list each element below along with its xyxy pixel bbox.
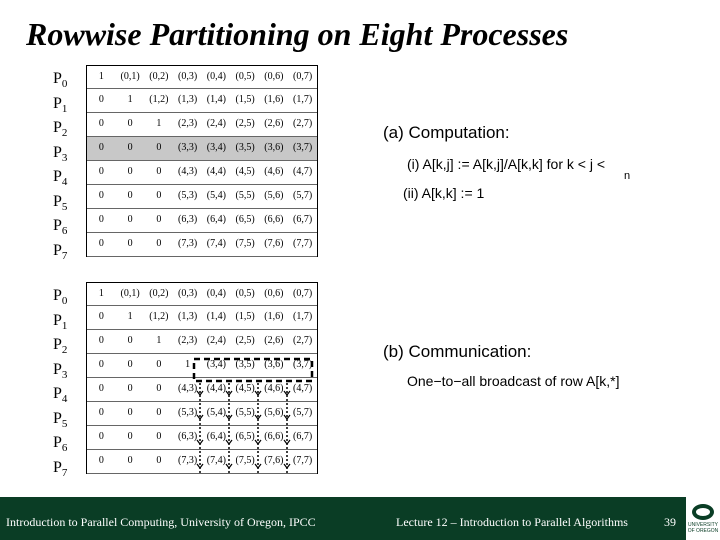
process-letter: P — [53, 434, 62, 451]
matrix-cell: 0 — [127, 359, 133, 370]
process-letter: P — [53, 241, 62, 259]
matrix-cell: (0,7) — [293, 288, 313, 299]
matrix-cell: (5,3) — [178, 190, 198, 201]
process-letter: P — [53, 458, 62, 476]
matrix-cell: (2,3) — [178, 335, 198, 346]
matrix-cell: (4,4) — [206, 383, 226, 394]
matrix-cell: (0,1) — [120, 71, 140, 82]
process-letter: P — [53, 385, 62, 402]
communication-description: One−to−all broadcast of row A[k,*] — [407, 373, 620, 389]
matrix-cell: (1,3) — [178, 94, 198, 105]
process-index: 1 — [61, 102, 68, 115]
matrix-cell: (2,5) — [235, 335, 255, 346]
process-index: 4 — [61, 393, 68, 406]
matrix-cell: 1 — [98, 71, 104, 82]
matrix-cell: (0,4) — [206, 71, 226, 82]
matrix-cell: 0 — [127, 166, 133, 177]
matrix-cell: 0 — [156, 166, 162, 177]
matrix-cell: 0 — [98, 383, 104, 394]
matrix-cell: 1 — [98, 288, 104, 299]
matrix-cell: 0 — [98, 94, 104, 105]
matrix-cell: 1 — [185, 359, 191, 370]
computation-step-2: (ii) A[k,k] := 1 — [403, 185, 485, 201]
matrix-cell: (5,4) — [206, 190, 226, 201]
matrix-cell: (3,4) — [206, 359, 226, 370]
matrix-cell: 0 — [98, 359, 104, 370]
matrix-cell: (5,4) — [206, 407, 226, 418]
matrix-cell: (3,7) — [293, 359, 313, 370]
process-letter: P — [53, 360, 62, 378]
process-letter: P — [53, 94, 62, 112]
matrix-cell: (4,3) — [178, 166, 198, 177]
matrix-cell: (0,1) — [120, 288, 140, 299]
matrix-cell: (0,5) — [235, 288, 255, 299]
matrix-cell: (6,4) — [206, 431, 226, 442]
process-letter: P — [53, 409, 62, 427]
matrix-cell: 0 — [127, 383, 133, 394]
matrix-cell: 0 — [127, 407, 133, 418]
matrix-cell: (4,3) — [178, 383, 198, 394]
process-letter: P — [53, 287, 62, 304]
matrix-cell: (6,7) — [293, 431, 313, 442]
matrix-cell: 0 — [127, 142, 133, 153]
matrix-cell: (1,2) — [149, 311, 169, 322]
matrix-cell: 0 — [98, 238, 104, 249]
matrix-cell: 0 — [98, 407, 104, 418]
matrix-cell: 1 — [127, 94, 133, 105]
process-index: 3 — [61, 368, 68, 381]
matrix-cell: (2,6) — [264, 335, 284, 346]
matrix-cell: (6,6) — [264, 431, 284, 442]
matrix-cell: 0 — [127, 238, 133, 249]
process-letter: P — [53, 168, 62, 185]
slide-title: Rowwise Partitioning on Eight Processes — [26, 16, 569, 52]
matrix-cell: (4,7) — [293, 383, 313, 394]
matrix-cell: (0,7) — [293, 71, 313, 82]
matrix-cell: (5,6) — [264, 190, 284, 201]
matrix-cell: (5,5) — [235, 190, 255, 201]
matrix-cell: 0 — [127, 431, 133, 442]
matrix-cell: (3,6) — [264, 142, 284, 153]
matrix-cell: (3,5) — [235, 359, 255, 370]
process-letter: P — [53, 70, 62, 87]
matrix-cell: (3,3) — [178, 142, 198, 153]
process-index: 0 — [61, 295, 68, 308]
matrix-cell: (5,7) — [293, 190, 313, 201]
process-index: 5 — [61, 200, 68, 213]
matrix-cell: (7,5) — [235, 238, 255, 249]
matrix-cell: (1,5) — [235, 94, 255, 105]
matrix-cell: (5,3) — [178, 407, 198, 418]
matrix-cell: (0,2) — [149, 71, 169, 82]
matrix-cell: (7,4) — [206, 238, 226, 249]
matrix-cell: (1,4) — [206, 94, 226, 105]
matrix-cell: (0,3) — [178, 71, 198, 82]
matrix-cell: (6,4) — [206, 214, 226, 225]
matrix-cell: (5,7) — [293, 407, 313, 418]
matrix-cell: (6,3) — [178, 214, 198, 225]
matrix-cell: (1,4) — [206, 311, 226, 322]
process-letter: P — [53, 217, 62, 234]
matrix-cell: (7,7) — [293, 238, 313, 249]
matrix-cell: 0 — [98, 455, 104, 466]
matrix-cell: 0 — [127, 335, 133, 346]
computation-heading: (a) Computation: — [383, 123, 510, 142]
process-index: 1 — [61, 319, 68, 332]
communication-heading: (b) Communication: — [383, 342, 532, 361]
process-letter: P — [53, 143, 62, 161]
matrix-cell: (6,7) — [293, 214, 313, 225]
matrix-cell: (7,7) — [293, 455, 313, 466]
matrix-cell: (3,7) — [293, 142, 313, 153]
matrix-cell: (6,6) — [264, 214, 284, 225]
matrix-cell: (6,5) — [235, 431, 255, 442]
oregon-o-icon — [692, 504, 714, 520]
matrix-cell: (7,6) — [264, 455, 284, 466]
process-index: 2 — [61, 127, 68, 140]
process-index: 2 — [61, 344, 68, 357]
footer-bar — [0, 497, 686, 540]
matrix-cell: (0,2) — [149, 288, 169, 299]
matrix-cell: (0,3) — [178, 288, 198, 299]
matrix-cell: 0 — [98, 142, 104, 153]
matrix-cell: 0 — [156, 190, 162, 201]
broadcast-row-highlight — [194, 359, 312, 381]
broadcast-arrows — [197, 383, 290, 474]
matrix-cell: 0 — [156, 359, 162, 370]
matrix-cell: (3,4) — [206, 142, 226, 153]
process-index: 6 — [61, 225, 68, 238]
matrix-cell: (1,6) — [264, 94, 284, 105]
matrix-cell: (3,5) — [235, 142, 255, 153]
matrix-cell: 0 — [127, 214, 133, 225]
matrix-cell: 0 — [98, 335, 104, 346]
matrix-cell: (0,6) — [264, 71, 284, 82]
matrix-cell: (6,3) — [178, 431, 198, 442]
matrix-cell: 0 — [98, 311, 104, 322]
matrix-cell: (0,6) — [264, 288, 284, 299]
matrix-cell: (2,4) — [206, 118, 226, 129]
process-index: 0 — [61, 78, 68, 91]
matrix-cell: (0,4) — [206, 288, 226, 299]
matrix-cell: 0 — [156, 238, 162, 249]
matrix-cell: 1 — [156, 118, 162, 129]
computation-step-1: (i) A[k,j] := A[k,j]/A[k,k] for k < j < — [407, 156, 606, 172]
matrix-cell: (4,5) — [235, 383, 255, 394]
page-number: 39 — [664, 515, 676, 529]
matrix-cell: (1,2) — [149, 94, 169, 105]
matrix-cell: (3,6) — [264, 359, 284, 370]
matrix-cell: 0 — [98, 190, 104, 201]
matrix-cell: (5,6) — [264, 407, 284, 418]
process-index: 4 — [61, 176, 68, 189]
process-letter: P — [53, 336, 62, 353]
matrix-cell: (4,6) — [264, 166, 284, 177]
process-index: 6 — [61, 442, 68, 455]
process-letter: P — [53, 192, 62, 210]
matrix-cell: 0 — [127, 455, 133, 466]
matrix-cell: (7,6) — [264, 238, 284, 249]
footer-lecture: Lecture 12 – Introduction to Parallel Algorithms — [396, 515, 628, 529]
process-letter: P — [53, 119, 62, 136]
matrix-cell: 0 — [156, 431, 162, 442]
matrix-cell: 0 — [98, 118, 104, 129]
university-logo — [686, 497, 720, 540]
matrix-cell: (7,5) — [235, 455, 255, 466]
matrix-cell: (4,7) — [293, 166, 313, 177]
matrix-cell: (1,6) — [264, 311, 284, 322]
process-letter: P — [53, 311, 62, 329]
matrix-cell: (5,5) — [235, 407, 255, 418]
process-index: 3 — [61, 151, 68, 164]
matrix-cell: (7,3) — [178, 455, 198, 466]
matrix-cell: 0 — [156, 142, 162, 153]
footer-course: Introduction to Parallel Computing, University of Oregon, IPCC — [6, 515, 316, 529]
matrix-cell: 0 — [156, 214, 162, 225]
matrix-cell: (1,7) — [293, 311, 313, 322]
process-index: 7 — [61, 249, 68, 262]
matrix-cell: 0 — [156, 407, 162, 418]
process-index: 5 — [61, 417, 68, 430]
matrix-cell: 0 — [98, 214, 104, 225]
matrix-cell: (2,7) — [293, 118, 313, 129]
matrix-cell: (4,4) — [206, 166, 226, 177]
matrix-cell: (2,4) — [206, 335, 226, 346]
matrix-cell: (1,3) — [178, 311, 198, 322]
matrix-cell: 0 — [98, 166, 104, 177]
matrix-cell: (2,7) — [293, 335, 313, 346]
matrix-cell: (6,5) — [235, 214, 255, 225]
matrix-cell: 1 — [156, 335, 162, 346]
process-index: 7 — [61, 466, 68, 479]
matrix-cell: (2,3) — [178, 118, 198, 129]
logo-text: UNIVERSITY OF OREGON — [687, 521, 719, 534]
matrix-cell: 0 — [127, 190, 133, 201]
matrix-cell: (4,5) — [235, 166, 255, 177]
matrix-cell: (1,5) — [235, 311, 255, 322]
matrix-cell: (4,6) — [264, 383, 284, 394]
matrix-cell: (7,3) — [178, 238, 198, 249]
matrix-cell: 1 — [127, 311, 133, 322]
matrix-cell: 0 — [98, 431, 104, 442]
matrix-cell: 0 — [127, 118, 133, 129]
matrix-cell: (2,5) — [235, 118, 255, 129]
matrix-cell: (0,5) — [235, 71, 255, 82]
matrix-cell: 0 — [156, 455, 162, 466]
matrix-cell: (1,7) — [293, 94, 313, 105]
matrix-cell: (7,4) — [206, 455, 226, 466]
computation-step-1-n: n — [624, 170, 631, 182]
matrix-cell: (2,6) — [264, 118, 284, 129]
matrix-cell: 0 — [156, 383, 162, 394]
